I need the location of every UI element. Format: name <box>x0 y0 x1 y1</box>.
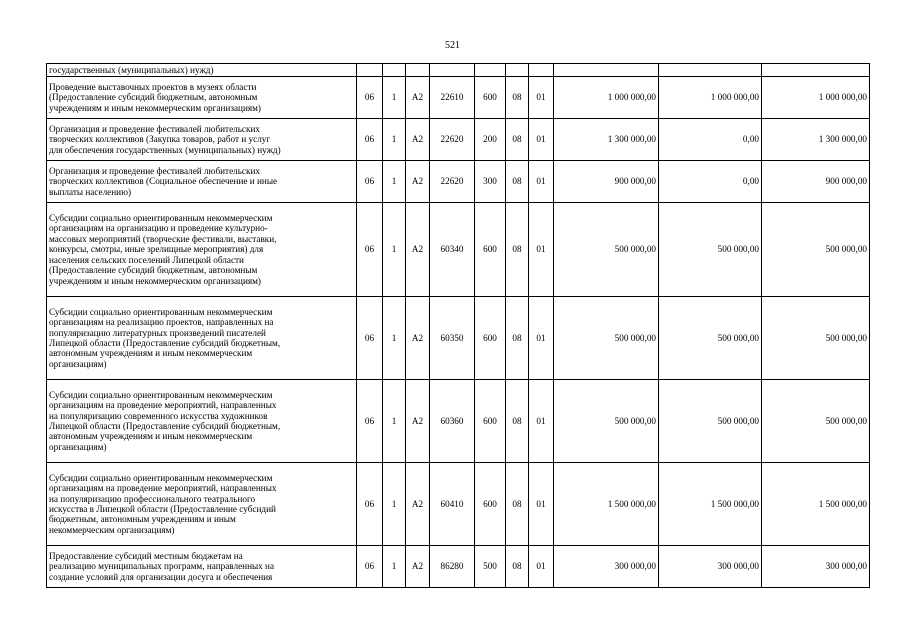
expense-type-code <box>475 64 506 77</box>
table-row <box>47 203 870 297</box>
description-line: конкурсы, смотры, иные зрелищные мероприятия) для <box>49 244 264 255</box>
subprogram-code: А2 <box>406 380 430 463</box>
subsection-code: 01 <box>529 380 554 463</box>
description-line: реализацию муниципальных программ, направленных на <box>49 561 275 572</box>
description-line: учреждениям и иным некоммерческим организациям) <box>49 102 261 113</box>
description-line: автономным учреждениям и иным некоммерческим <box>49 431 253 442</box>
program-code: 1 <box>383 380 406 463</box>
section-code: 06 <box>357 203 383 297</box>
section-code: 06 <box>357 546 383 588</box>
row-description <box>47 297 357 380</box>
description-line: на популяризацию профессионального театрального <box>49 493 256 504</box>
description-line: выплаты населению) <box>49 186 132 197</box>
amount-year-2: 1 000 000,00 <box>659 77 762 119</box>
row-description <box>47 64 357 77</box>
description-line: Субсидии социально ориентированным некоммерческим <box>49 306 273 317</box>
subprogram-code: А2 <box>406 77 430 119</box>
amount-year-3: 500 000,00 <box>762 380 870 463</box>
description-line: искусства в Липецкой области (Предоставление субсидий <box>49 504 276 514</box>
subsection-code: 01 <box>529 463 554 546</box>
amount-year-3: 500 000,00 <box>762 203 870 297</box>
expense-type-code: 300 <box>475 161 506 203</box>
amount-year-2 <box>659 64 762 77</box>
amount-year-1: 1 000 000,00 <box>554 77 659 119</box>
row-description <box>47 119 357 161</box>
subprogram-code: А2 <box>406 161 430 203</box>
section-code: 06 <box>357 77 383 119</box>
description-line: Предоставление субсидий местным бюджетам на <box>49 550 243 561</box>
amount-year-1: 1 300 000,00 <box>554 119 659 161</box>
table-row <box>47 77 870 119</box>
row-description <box>47 380 357 463</box>
description-line: творческих коллективов (Социальное обеспечение и иные <box>49 176 278 187</box>
program-code: 1 <box>383 203 406 297</box>
description-line: организациям) <box>49 441 107 452</box>
amount-year-2: 0,00 <box>659 161 762 203</box>
description-line: творческих коллективов (Закупка товаров, работ и услуг <box>49 134 271 145</box>
description-line: Проведение выставочных проектов в музеях области <box>49 81 257 92</box>
amount-year-1: 500 000,00 <box>554 297 659 380</box>
description-line: создание условий для организации досуга и обеспечения <box>49 571 273 582</box>
amount-year-3: 1 300 000,00 <box>762 119 870 161</box>
program-code <box>383 64 406 77</box>
description-line: Липецкой области (Предоставление субсидий бюджетным, <box>49 338 281 348</box>
article-code: 60340 <box>430 203 475 297</box>
description-line: Субсидии социально ориентированным некоммерческим <box>49 472 273 483</box>
program-code: 1 <box>383 119 406 161</box>
budget-table <box>46 63 870 588</box>
amount-year-2: 300 000,00 <box>659 546 762 588</box>
description-line: популяризацию литературных произведений писателей <box>49 327 266 338</box>
article-code <box>430 64 475 77</box>
section-code: 06 <box>357 463 383 546</box>
row-description <box>47 77 357 119</box>
chapter-code: 08 <box>506 119 529 161</box>
amount-year-3: 300 000,00 <box>762 546 870 588</box>
row-description <box>47 203 357 297</box>
amount-year-2: 500 000,00 <box>659 297 762 380</box>
amount-year-3: 1 500 000,00 <box>762 463 870 546</box>
expense-type-code: 600 <box>475 297 506 380</box>
chapter-code: 08 <box>506 546 529 588</box>
table-row <box>47 161 870 203</box>
budget-table-body <box>47 64 870 588</box>
description-line: населения сельских поселений Липецкой области <box>49 254 244 265</box>
amount-year-3: 500 000,00 <box>762 297 870 380</box>
amount-year-2: 500 000,00 <box>659 203 762 297</box>
subprogram-code: А2 <box>406 463 430 546</box>
row-description <box>47 463 357 546</box>
subprogram-code: А2 <box>406 203 430 297</box>
expense-type-code: 600 <box>475 380 506 463</box>
subsection-code: 01 <box>529 77 554 119</box>
table-row <box>47 380 870 463</box>
subsection-code: 01 <box>529 297 554 380</box>
subprogram-code: А2 <box>406 119 430 161</box>
description-line: организациям на проведение мероприятий, направленных <box>49 483 277 494</box>
expense-type-code: 200 <box>475 119 506 161</box>
subprogram-code <box>406 64 430 77</box>
description-line: организациям на проведение мероприятий, направленных <box>49 400 277 411</box>
description-line: организациям) <box>49 358 107 369</box>
chapter-code: 08 <box>506 297 529 380</box>
description-line: для обеспечения государственных (муниципальных) нужд) <box>49 144 281 155</box>
description-line: Липецкой области (Предоставление субсидий бюджетным, <box>49 421 281 431</box>
article-code: 22620 <box>430 161 475 203</box>
program-code: 1 <box>383 463 406 546</box>
subsection-code: 01 <box>529 119 554 161</box>
chapter-code: 08 <box>506 380 529 463</box>
program-code: 1 <box>383 297 406 380</box>
description-line: Организация и проведение фестивалей любительских <box>49 165 260 176</box>
table-row <box>47 64 870 77</box>
expense-type-code: 600 <box>475 203 506 297</box>
section-code: 06 <box>357 119 383 161</box>
description-line: (Предоставление субсидий бюджетным, автономным <box>49 92 258 103</box>
amount-year-2: 500 000,00 <box>659 380 762 463</box>
program-code: 1 <box>383 546 406 588</box>
subsection-code: 01 <box>529 203 554 297</box>
table-row <box>47 546 870 588</box>
amount-year-3: 900 000,00 <box>762 161 870 203</box>
article-code: 60360 <box>430 380 475 463</box>
description-line: некоммерческим организациям) <box>49 524 175 535</box>
amount-year-1: 1 500 000,00 <box>554 463 659 546</box>
chapter-code: 08 <box>506 77 529 119</box>
description-line: Субсидии социально ориентированным некоммерческим <box>49 389 273 400</box>
table-row <box>47 297 870 380</box>
table-row <box>47 463 870 546</box>
row-description <box>47 161 357 203</box>
description-line: Организация и проведение фестивалей любительских <box>49 123 260 134</box>
amount-year-3 <box>762 64 870 77</box>
chapter-code: 08 <box>506 463 529 546</box>
subprogram-code: А2 <box>406 546 430 588</box>
subsection-code <box>529 64 554 77</box>
amount-year-2: 0,00 <box>659 119 762 161</box>
amount-year-2: 1 500 000,00 <box>659 463 762 546</box>
amount-year-1: 500 000,00 <box>554 380 659 463</box>
page-number: 521 <box>445 40 460 51</box>
description-line: организациям на реализацию проектов, направленных на <box>49 317 274 328</box>
article-code: 60350 <box>430 297 475 380</box>
section-code: 06 <box>357 380 383 463</box>
article-code: 22620 <box>430 119 475 161</box>
expense-type-code: 600 <box>475 77 506 119</box>
chapter-code <box>506 64 529 77</box>
table-row <box>47 119 870 161</box>
section-code: 06 <box>357 297 383 380</box>
row-description <box>47 546 357 588</box>
description-line: государственных (муниципальных) нужд) <box>49 64 214 75</box>
chapter-code: 08 <box>506 203 529 297</box>
description-line: на популяризацию современного искусства художников <box>49 410 268 421</box>
amount-year-1: 500 000,00 <box>554 203 659 297</box>
amount-year-3: 1 000 000,00 <box>762 77 870 119</box>
amount-year-1: 300 000,00 <box>554 546 659 588</box>
subprogram-code: А2 <box>406 297 430 380</box>
program-code: 1 <box>383 161 406 203</box>
article-code: 86280 <box>430 546 475 588</box>
section-code: 06 <box>357 161 383 203</box>
description-line: автономным учреждениям и иным некоммерческим <box>49 348 253 359</box>
amount-year-1: 900 000,00 <box>554 161 659 203</box>
article-code: 60410 <box>430 463 475 546</box>
description-line: массовых мероприятий (творческие фестивали, выставки, <box>49 233 277 244</box>
amount-year-1 <box>554 64 659 77</box>
description-line: (Предоставление субсидий бюджетным, автономным <box>49 265 258 276</box>
subsection-code: 01 <box>529 546 554 588</box>
chapter-code: 08 <box>506 161 529 203</box>
description-line: организациям на организацию и проведение культурно- <box>49 223 268 234</box>
description-line: Субсидии социально ориентированным некоммерческим <box>49 213 273 224</box>
program-code: 1 <box>383 77 406 119</box>
subsection-code: 01 <box>529 161 554 203</box>
expense-type-code: 600 <box>475 463 506 546</box>
article-code: 22610 <box>430 77 475 119</box>
section-code <box>357 64 383 77</box>
description-line: учреждениям и иным некоммерческим организациям) <box>49 275 261 286</box>
description-line: бюджетным, автономным учреждениям и иным <box>49 514 236 525</box>
expense-type-code: 500 <box>475 546 506 588</box>
